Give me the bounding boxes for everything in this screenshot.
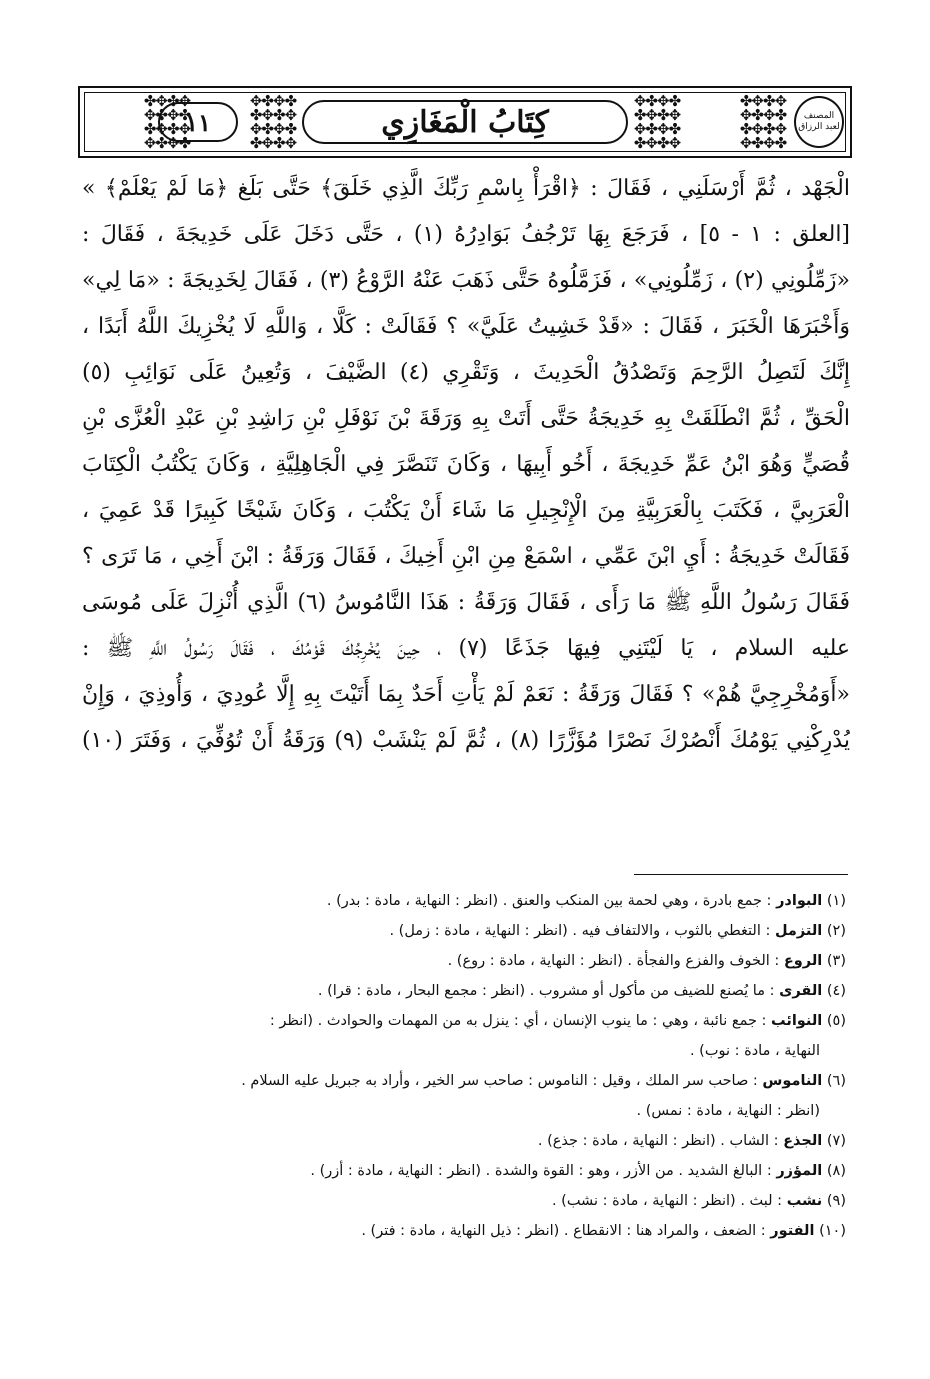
footnote <box>82 886 850 916</box>
footnote-term: النوائب <box>771 1013 823 1029</box>
text-line: «زَمِّلُونِي (٢) ، زَمِّلُونِي» ، فَزَمَّلُوهُ حَتَّى ذَهَبَ عَنْهُ الرَّوْعُ (٣) ، فَقَالَ لِخَدِيجَةَ : «مَا لِي» <box>82 268 850 293</box>
footnote <box>82 1216 850 1246</box>
footnote-number: (٥) <box>826 1013 846 1029</box>
main-text <box>82 166 850 764</box>
ornament-right-inner: ✤✥✤✥ ✥✤✥✤ ✤✥✤✥ ✥✤✥✤ <box>739 94 787 150</box>
footnote-text: : الشاب . (انظر : النهاية ، مادة : جذع) . <box>537 1133 779 1149</box>
text-line: الْحَقِّ ، ثُمَّ انْطَلَقَتْ بِهِ خَدِيجَةُ حَتَّى أَتَتْ بِهِ وَرَقَةَ بْنَ نَوْفَلِ بْنِ رَاشِدِ بْنِ عَبْدِ الْعُزَّى بْنِ <box>82 406 850 431</box>
footnote-text: : صاحب سر الملك ، وقيل : الناموس : صاحب سر الخير ، وأراد به جبريل عليه السلام . <box>241 1073 758 1089</box>
footnote-term: البوادر <box>776 893 823 909</box>
footnote-text: : جمع نائبة ، وهي : ما ينوب الإنسان ، أي : ينزل به من المهمات والحوادث . (انظر : <box>269 1013 767 1029</box>
footnote-continuation: (انظر : النهاية ، مادة : نمس) . <box>636 1103 820 1119</box>
footnote-term: الروع <box>783 953 823 969</box>
footnote <box>82 976 850 1006</box>
footnote-text: : الضعف ، والمراد هنا : الانقطاع . (انظر : ذيل النهاية ، مادة : فتر) . <box>361 1223 766 1239</box>
footnote <box>82 946 850 976</box>
footnote-number: (٤) <box>826 983 846 999</box>
footnote-number: (٩) <box>826 1193 846 1209</box>
footnote-number: (١) <box>826 893 846 909</box>
footnote-text: : ما يُصنع للضيف من مأكول أو مشروب . (انظر : مجمع البحار ، مادة : قرا) . <box>317 983 775 999</box>
footnote-continuation: النهاية ، مادة : نوب) . <box>689 1043 820 1059</box>
footnote-text: : لبث . (انظر : النهاية ، مادة : نشب) . <box>551 1193 783 1209</box>
footnote-text: : البالغ الشديد . من الأزر ، وهو : القوة والشدة . (انظر : النهاية ، مادة : أزر) . <box>310 1163 772 1179</box>
footnote-text: : الخوف والفزع والفجأة . (انظر : النهاية ، مادة : روع) . <box>447 953 780 969</box>
footnote-text: : جمع بادرة ، وهي لحمة بين المنكب والعنق . (انظر : النهاية ، مادة : بدر) . <box>326 893 772 909</box>
seal-line-2: لعبد الرزاق <box>798 122 840 132</box>
page-number: ١١ <box>158 102 238 142</box>
text-line: وَأَخْبَرَهَا الْخَبَرَ ، فَقَالَ : «قَدْ خَشِيتُ عَلَيَّ» ؟ فَقَالَتْ : كَلَّا ، وَاللَّهِ لَا يُخْزِيكَ اللَّهُ أَبَدًا ، <box>82 314 850 339</box>
text-line: «أَوَمُخْرِجِيَّ هُمْ» ؟ فَقَالَ وَرَقَةُ : نَعَمْ لَمْ يَأْتِ أَحَدٌ بِمَا أَتَيْتَ بِهِ إِلَّا عُودِيَ ، وَأُوذِيَ ، وَإِنْ <box>82 682 850 707</box>
text-line: فَقَالَتْ خَدِيجَةُ : أَيِ ابْنَ عَمِّي ، اسْمَعْ مِنِ ابْنِ أَخِيكَ ، فَقَالَ وَرَقَةُ : ابْنَ أَخِي ، مَا تَرَى ؟ <box>82 544 850 569</box>
footnote-number: (٦) <box>826 1073 846 1089</box>
footnotes <box>82 886 850 1246</box>
footnote-number: (٣) <box>826 953 846 969</box>
footnote-number: (٢) <box>826 923 846 939</box>
footnote-separator <box>634 874 848 875</box>
seal-line-1: المصنف <box>803 111 835 121</box>
footnote-text: : التغطي بالثوب ، والالتفاف فيه . (انظر : النهاية ، مادة : زمل) . <box>389 923 771 939</box>
page-header <box>78 86 852 158</box>
footnote <box>82 1126 850 1156</box>
ornament-left-inner: ✤✥✤✥ ✥✤✥✤ ✤✥✤✥ ✥✤✥✤ <box>143 94 191 150</box>
text-line: الْعَرَبِيَّ ، فَكَتَبَ بِالْعَرَبِيَّةِ مِنَ الْإِنْجِيلِ مَا شَاءَ أَنْ يَكْتُبَ ، وَكَانَ شَيْخًا كَبِيرًا قَدْ عَمِيَ ، <box>82 498 850 523</box>
footnote-number: (١٠) <box>819 1223 846 1239</box>
footnote-term: القرى <box>779 983 823 999</box>
footnote-term: نشب <box>786 1193 823 1209</box>
footnote-term: الناموس <box>762 1073 823 1089</box>
footnote <box>82 1006 850 1036</box>
footnote <box>82 1066 850 1096</box>
text-line: قُصَيٍّ وَهُوَ ابْنُ عَمِّ خَدِيجَةَ ، أَخُو أَبِيهَا ، وَكَانَ تَنَصَّرَ فِي الْجَاهِلِيَّةِ ، وَكَانَ يَكْتُبُ الْكِتَابَ <box>82 452 850 477</box>
footnote <box>82 1156 850 1186</box>
text-line: فَقَالَ رَسُولُ اللَّهِ ﷺ مَا رَأَى ، فَقَالَ وَرَقَةُ : هَذَا النَّامُوسُ (٦) الَّذِي أُنْزِلَ عَلَى مُوسَى <box>82 590 850 615</box>
chapter-title: كِتَابُ الْمَغَازِي <box>302 100 628 144</box>
ornament-right-outer: ✥✤✥✤ ✤✥✤✥ ✥✤✥✤ ✤✥✤✥ <box>633 94 681 150</box>
text-line: الْجَهْد ، ثُمَّ أَرْسَلَنِي ، فَقَالَ : ﴿اقْرَأْ بِاسْمِ رَبِّكَ الَّذِي خَلَقَ﴾ حَتَّى بَلَغ ﴿مَا لَمْ يَعْلَمْ﴾ » <box>82 176 850 201</box>
footnote-term: الجذع <box>783 1133 823 1149</box>
footnote-term: التزمل <box>774 923 823 939</box>
footnote-number: (٧) <box>826 1133 846 1149</box>
text-line: عليه السلام ، يَا لَيْتَنِي فِيهَا جَذَعًا (٧) ، حِينَ يُخْرِجُكَ قَوْمُكَ ، فَقَالَ رَسُولُ اللَّهِ ﷺ : <box>82 636 850 661</box>
text-line: يُدْرِكْنِي يَوْمُكَ أَنْصُرْكَ نَصْرًا مُؤَزَّرًا (٨) ، ثُمَّ لَمْ يَنْشَبْ (٩) وَرَقَةُ أَنْ تُوُفِّيَ ، وَفَتَرَ (١٠) <box>82 728 850 753</box>
text-line: إِنَّكَ لَتَصِلُ الرَّحِمَ وَتَصْدُقُ الْحَدِيثَ ، وَتَقْرِي (٤) الضَّيْفَ ، وَتُعِينُ عَلَى نَوَائِبِ (٥) <box>82 360 850 385</box>
text-line: [العلق : ١ - ٥] ، فَرَجَعَ بِهَا تَرْجُفُ بَوَادِرُهُ (١) ، حَتَّى دَخَلَ عَلَى خَدِيجَةَ ، فَقَالَ : <box>82 222 850 247</box>
footnote-number: (٨) <box>826 1163 846 1179</box>
footnote-term: المؤزر <box>776 1163 823 1179</box>
ornament-left-outer: ✥✤✥✤ ✤✥✤✥ ✥✤✥✤ ✤✥✤✥ <box>249 94 297 150</box>
footnote <box>82 1186 850 1216</box>
footnote-term: الفتور <box>770 1223 815 1239</box>
footnote <box>82 916 850 946</box>
book-seal-logo <box>794 96 844 148</box>
